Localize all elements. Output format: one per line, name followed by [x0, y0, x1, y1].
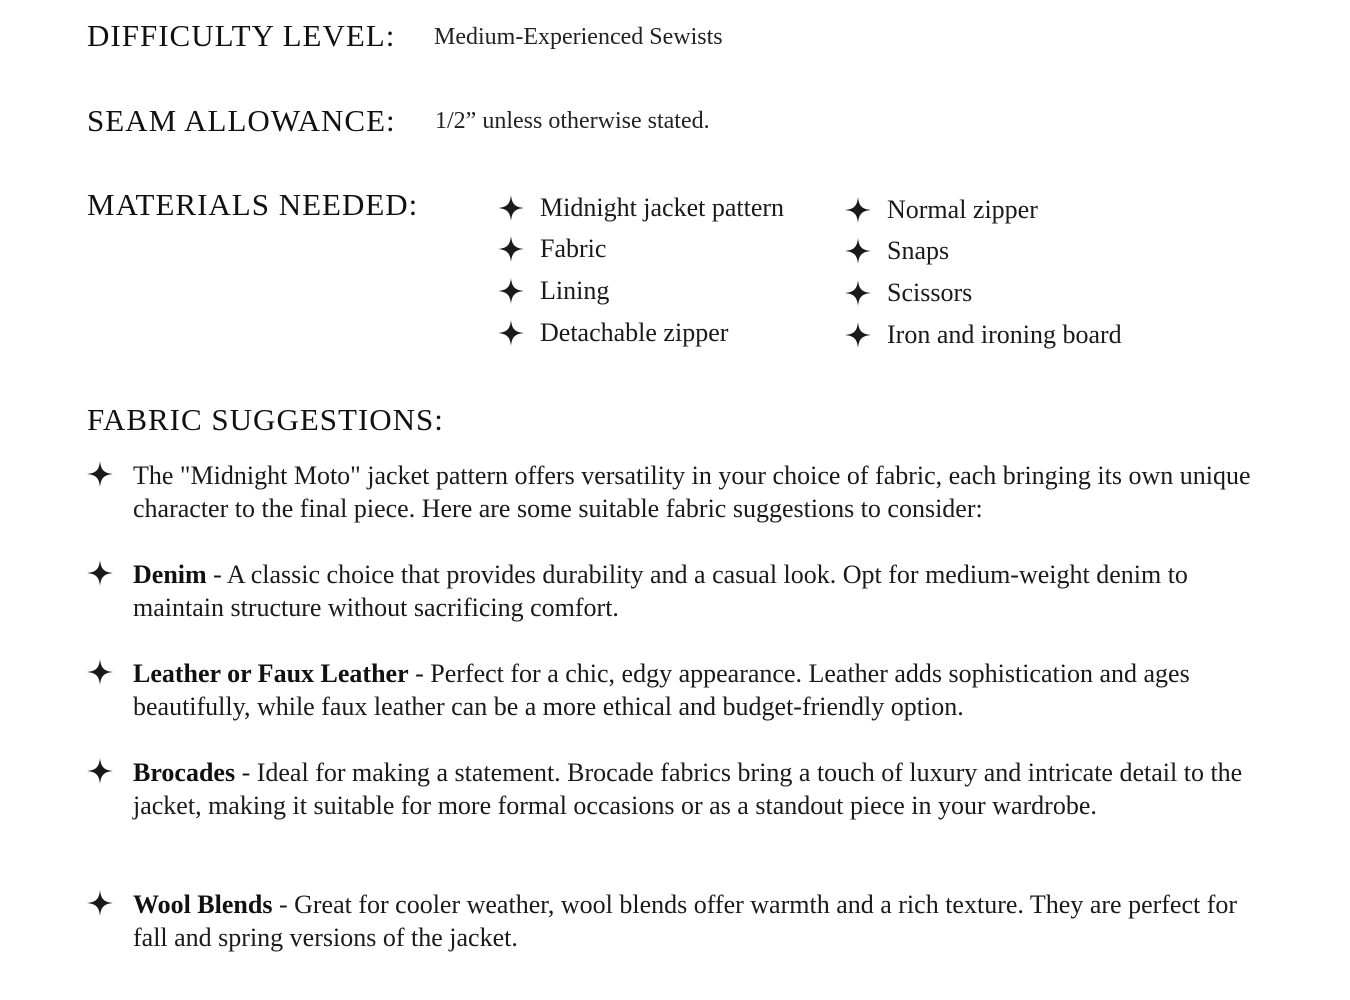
- seam-allowance-value: 1/2” unless otherwise stated.: [435, 108, 710, 134]
- fabric-name: Denim: [133, 560, 207, 589]
- fabric-item: Denim - A classic choice that provides durability and a casual look. Opt for medium-weight denim to maintain structure without sacrificing comfort.: [87, 558, 1277, 624]
- material-item: Scissors: [845, 278, 972, 308]
- material-item: Lining: [498, 276, 609, 306]
- four-point-star-icon: [87, 461, 113, 487]
- material-item: Detachable zipper: [498, 318, 728, 348]
- four-point-star-icon: [498, 236, 524, 262]
- four-point-star-icon: [87, 659, 113, 685]
- four-point-star-icon: [87, 758, 113, 784]
- four-point-star-icon: [498, 195, 524, 221]
- materials-label: MATERIALS NEEDED:: [87, 187, 419, 222]
- four-point-star-icon: [845, 238, 871, 264]
- four-point-star-icon: [845, 322, 871, 348]
- fabric-item: Leather or Faux Leather - Perfect for a chic, edgy appearance. Leather adds sophistication and ages beautifully, while faux leather can be a more ethical and budget-friendly option.: [87, 657, 1277, 723]
- fabric-item: Wool Blends - Great for cooler weather, wool blends offer warmth and a rich texture. They are perfect for fall and spring versions of the jacket.: [87, 888, 1277, 954]
- fabric-name: Brocades: [133, 758, 236, 787]
- material-item: Normal zipper: [845, 195, 1038, 225]
- four-point-star-icon: [845, 280, 871, 306]
- fabric-suggestions-label: FABRIC SUGGESTIONS:: [87, 402, 444, 437]
- material-item: Fabric: [498, 234, 606, 264]
- four-point-star-icon: [498, 278, 524, 304]
- fabric-name: Leather or Faux Leather: [133, 659, 409, 688]
- four-point-star-icon: [845, 197, 871, 223]
- fabric-name: Wool Blends: [133, 890, 273, 919]
- difficulty-label: DIFFICULTY LEVEL:: [87, 18, 396, 53]
- material-item: Midnight jacket pattern: [498, 193, 784, 223]
- fabric-item: Brocades - Ideal for making a statement. Brocade fabrics bring a touch of luxury and intricate detail to the jacket, making it suitable for more formal occasions or as a standout piece in your wardrobe.: [87, 756, 1277, 822]
- difficulty-value: Medium-Experienced Sewists: [434, 24, 723, 50]
- material-item: Iron and ironing board: [845, 320, 1122, 350]
- material-item: Snaps: [845, 236, 949, 266]
- four-point-star-icon: [87, 560, 113, 586]
- fabric-intro: The "Midnight Moto" jacket pattern offers versatility in your choice of fabric, each bringing its own unique character to the final piece. Here are some suitable fabric suggestions to consider:: [87, 459, 1277, 525]
- seam-allowance-label: SEAM ALLOWANCE:: [87, 103, 396, 138]
- four-point-star-icon: [498, 320, 524, 346]
- four-point-star-icon: [87, 890, 113, 916]
